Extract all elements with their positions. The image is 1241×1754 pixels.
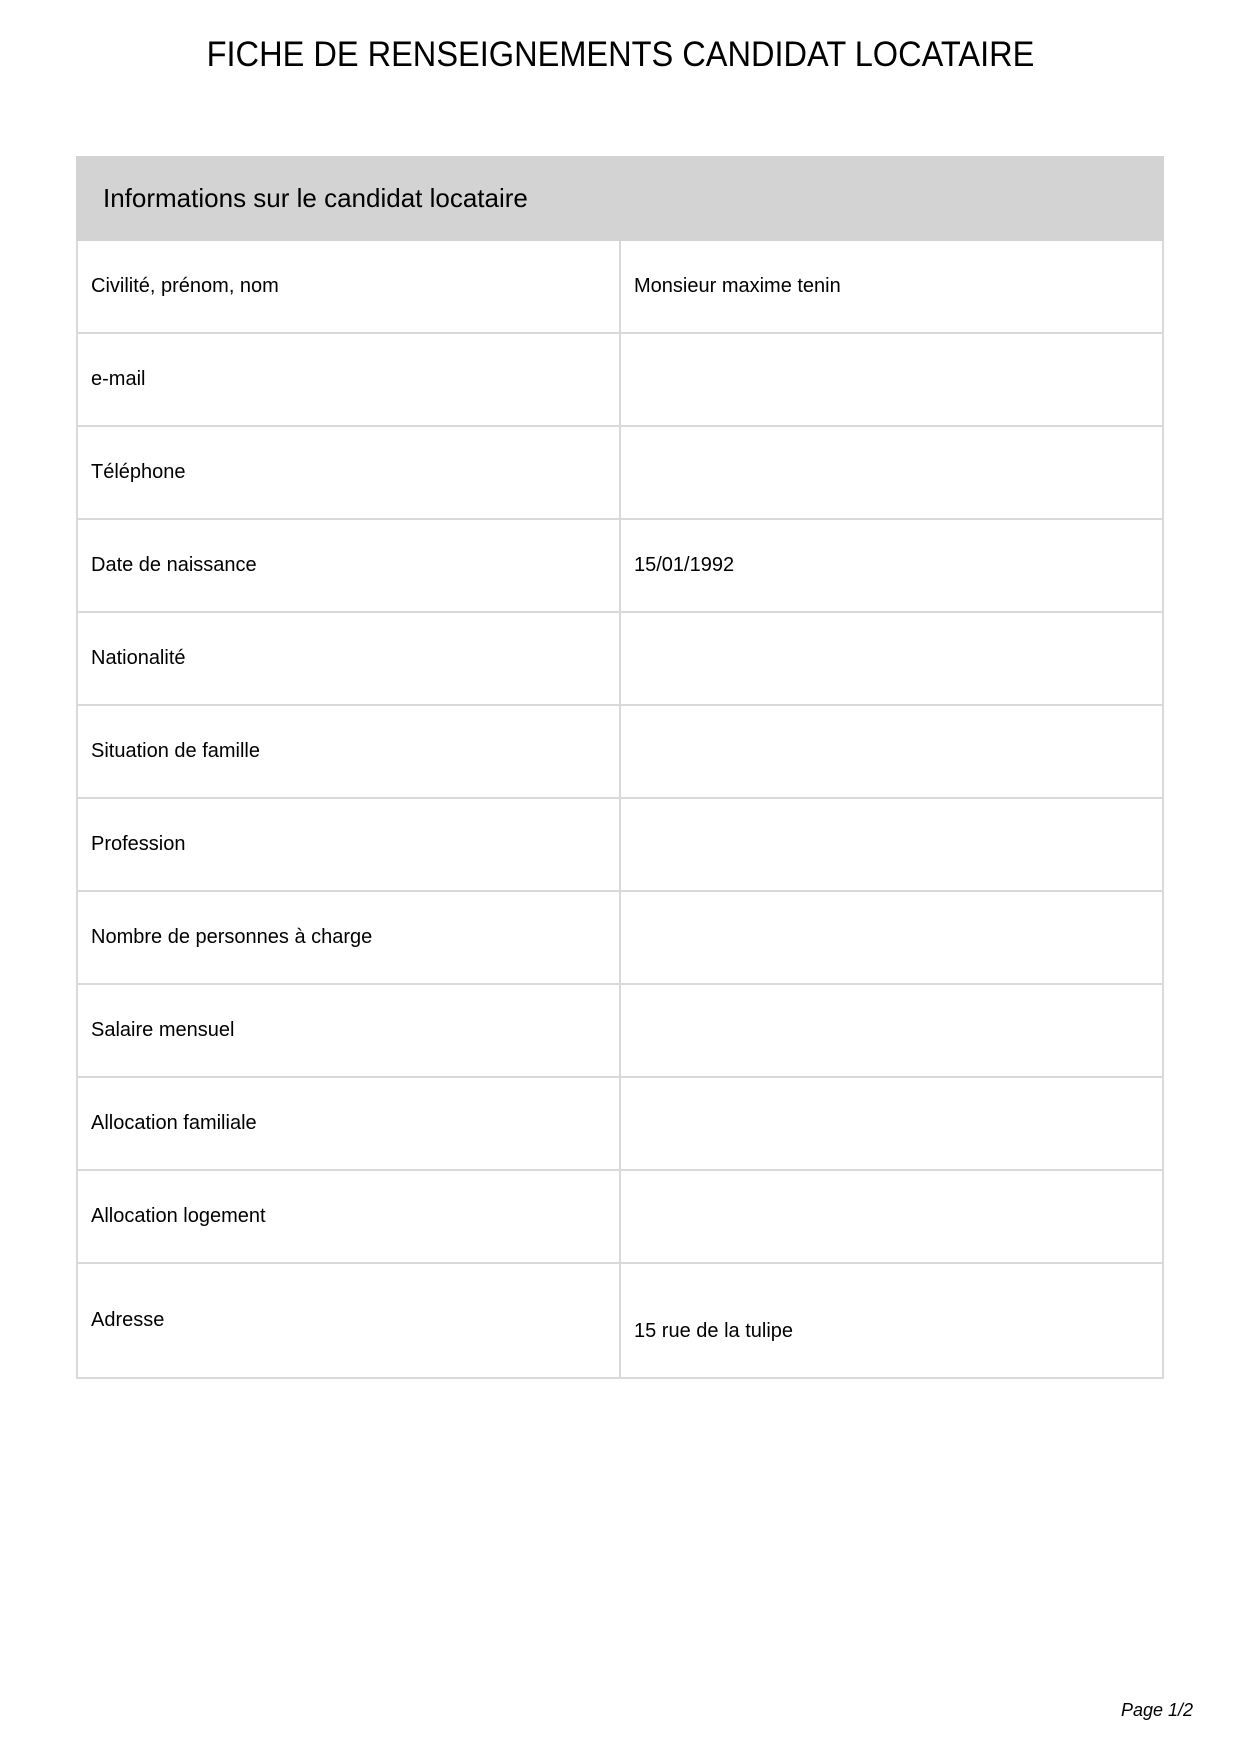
field-label-salaire-mensuel: Salaire mensuel <box>77 984 620 1077</box>
field-label-adresse: Adresse <box>77 1263 620 1378</box>
field-label-email: e-mail <box>77 333 620 426</box>
document-title: FICHE DE RENSEIGNEMENTS CANDIDAT LOCATAIRE <box>206 35 1035 74</box>
table-row <box>77 798 1163 891</box>
table-row <box>77 519 1163 612</box>
table-row <box>77 333 1163 426</box>
field-label-situation-famille: Situation de famille <box>77 705 620 798</box>
field-label-personnes-a-charge: Nombre de personnes à charge <box>77 891 620 984</box>
field-value-profession <box>620 798 1163 891</box>
field-value-allocation-logement <box>620 1170 1163 1263</box>
field-value-date-naissance: 15/01/1992 <box>620 519 1163 612</box>
table-row <box>77 240 1163 333</box>
candidate-info-table <box>76 156 1164 1379</box>
page-number: Page 1/2 <box>1120 1700 1193 1720</box>
table-row <box>77 1077 1163 1170</box>
field-label-civilite: Civilité, prénom, nom <box>77 240 620 333</box>
table-row <box>77 1263 1163 1378</box>
field-label-allocation-familiale: Allocation familiale <box>77 1077 620 1170</box>
table-row <box>77 1170 1163 1263</box>
field-label-allocation-logement: Allocation logement <box>77 1170 620 1263</box>
field-value-email <box>620 333 1163 426</box>
field-label-profession: Profession <box>77 798 620 891</box>
field-value-allocation-familiale <box>620 1077 1163 1170</box>
table-row <box>77 705 1163 798</box>
field-value-personnes-a-charge <box>620 891 1163 984</box>
section-header: Informations sur le candidat locataire <box>77 157 1163 240</box>
table-row <box>77 891 1163 984</box>
field-value-situation-famille <box>620 705 1163 798</box>
field-label-telephone: Téléphone <box>77 426 620 519</box>
field-value-adresse: 15 rue de la tulipe <box>620 1263 1163 1378</box>
field-label-date-naissance: Date de naissance <box>77 519 620 612</box>
field-value-salaire-mensuel <box>620 984 1163 1077</box>
field-value-telephone <box>620 426 1163 519</box>
table-row <box>77 612 1163 705</box>
table-row <box>77 984 1163 1077</box>
field-value-nationalite <box>620 612 1163 705</box>
table-row <box>77 426 1163 519</box>
field-value-civilite: Monsieur maxime tenin <box>620 240 1163 333</box>
field-label-nationalite: Nationalité <box>77 612 620 705</box>
